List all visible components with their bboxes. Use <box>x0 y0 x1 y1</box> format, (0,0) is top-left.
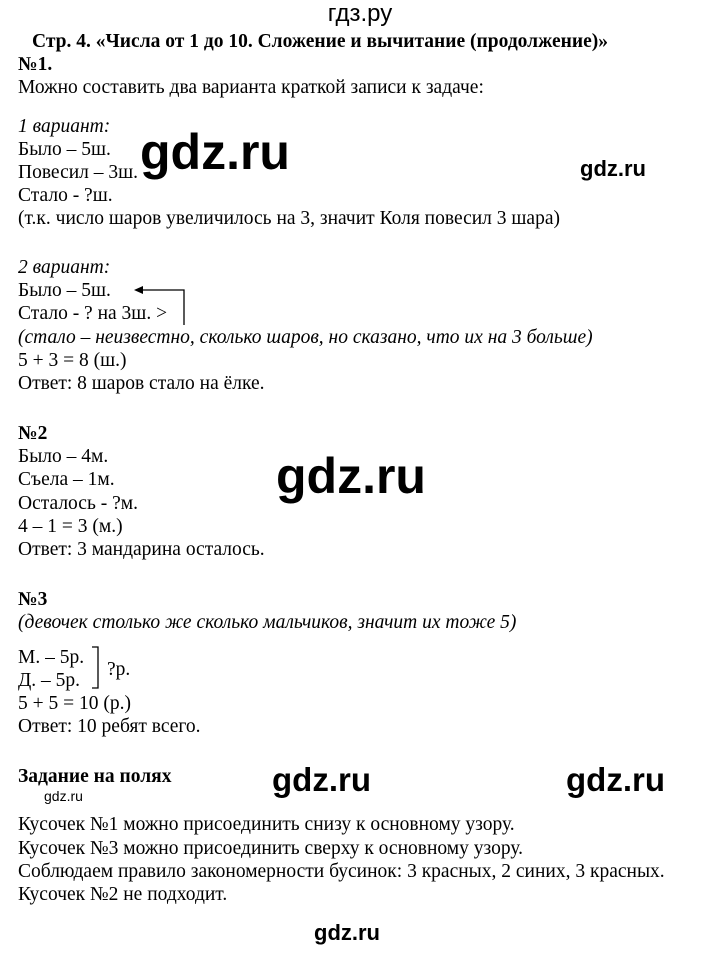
task1-v2-note: (стало – неизвестно, сколько шаров, но сказано, что их на 3 больше) <box>18 327 593 348</box>
task2-line: Было – 4м. <box>18 446 109 467</box>
watermark: gdz.ru <box>276 448 426 504</box>
margin-task-title: Задание на полях <box>18 766 172 787</box>
task3-number: №3 <box>18 589 48 610</box>
page-title: Стр. 4. «Числа от 1 до 10. Сложение и вычитание (продолжение)» <box>32 31 609 52</box>
watermark: gdz.ru <box>272 761 371 798</box>
task3-calc: 5 + 5 = 10 (р.) <box>18 693 131 714</box>
arrow-head-icon <box>134 286 143 294</box>
task2-line: Съела – 1м. <box>18 469 115 490</box>
task1-v2-line2: Стало - ? на 3ш. > <box>18 303 168 324</box>
task1-v1-note: (т.к. число шаров увеличилось на 3, значит Коля повесил 3 шара) <box>18 208 560 229</box>
task3-bracket <box>92 647 98 688</box>
watermark: gdz.ru <box>314 920 380 945</box>
task3-bracket-label: ?р. <box>107 659 131 680</box>
task1-v2-calc: 5 + 3 = 8 (ш.) <box>18 350 127 371</box>
task2-line: Ответ: 3 мандарина осталось. <box>18 539 265 560</box>
task1-v1-line: Повесил – 3ш. <box>18 162 139 183</box>
task2-number: №2 <box>18 423 48 444</box>
margin-task-line: Кусочек №3 можно присоединить сверху к основному узору. <box>18 838 524 859</box>
site-header: гдз.ру <box>327 0 393 27</box>
margin-task-line: Кусочек №2 не подходит. <box>18 884 228 905</box>
task1-v2-answer: Ответ: 8 шаров стало на ёлке. <box>18 373 265 394</box>
watermark: gdz.ru <box>140 124 290 180</box>
task2-line: Осталось - ?м. <box>18 493 138 514</box>
margin-task-line: Кусочек №1 можно присоединить снизу к основному узору. <box>18 814 515 835</box>
task3-answer: Ответ: 10 ребят всего. <box>18 716 201 737</box>
task3-line-girls: Д. – 5р. <box>18 670 81 691</box>
task1-variant2-label: 2 вариант: <box>18 257 111 278</box>
task3-line-boys: М. – 5р. <box>18 647 85 668</box>
task1-variant1-label: 1 вариант: <box>18 116 111 137</box>
variant2-arrow <box>140 290 184 325</box>
task1-v2-line1: Было – 5ш. <box>18 280 111 301</box>
task1-intro: Можно составить два варианта краткой записи к задаче: <box>18 77 484 98</box>
watermark: gdz.ru <box>44 788 83 804</box>
margin-task-line: Соблюдаем правило закономерности бусинок: 3 красных, 2 синих, 3 красных. <box>18 861 665 882</box>
task1-v1-line: Стало - ?ш. <box>18 185 113 206</box>
watermark: gdz.ru <box>580 156 646 181</box>
task3-note: (девочек столько же сколько мальчиков, значит их тоже 5) <box>18 612 517 633</box>
task1-v1-line: Было – 5ш. <box>18 139 111 160</box>
watermark: gdz.ru <box>566 761 665 798</box>
task2-line: 4 – 1 = 3 (м.) <box>18 516 123 537</box>
task1-number: №1. <box>18 54 53 75</box>
